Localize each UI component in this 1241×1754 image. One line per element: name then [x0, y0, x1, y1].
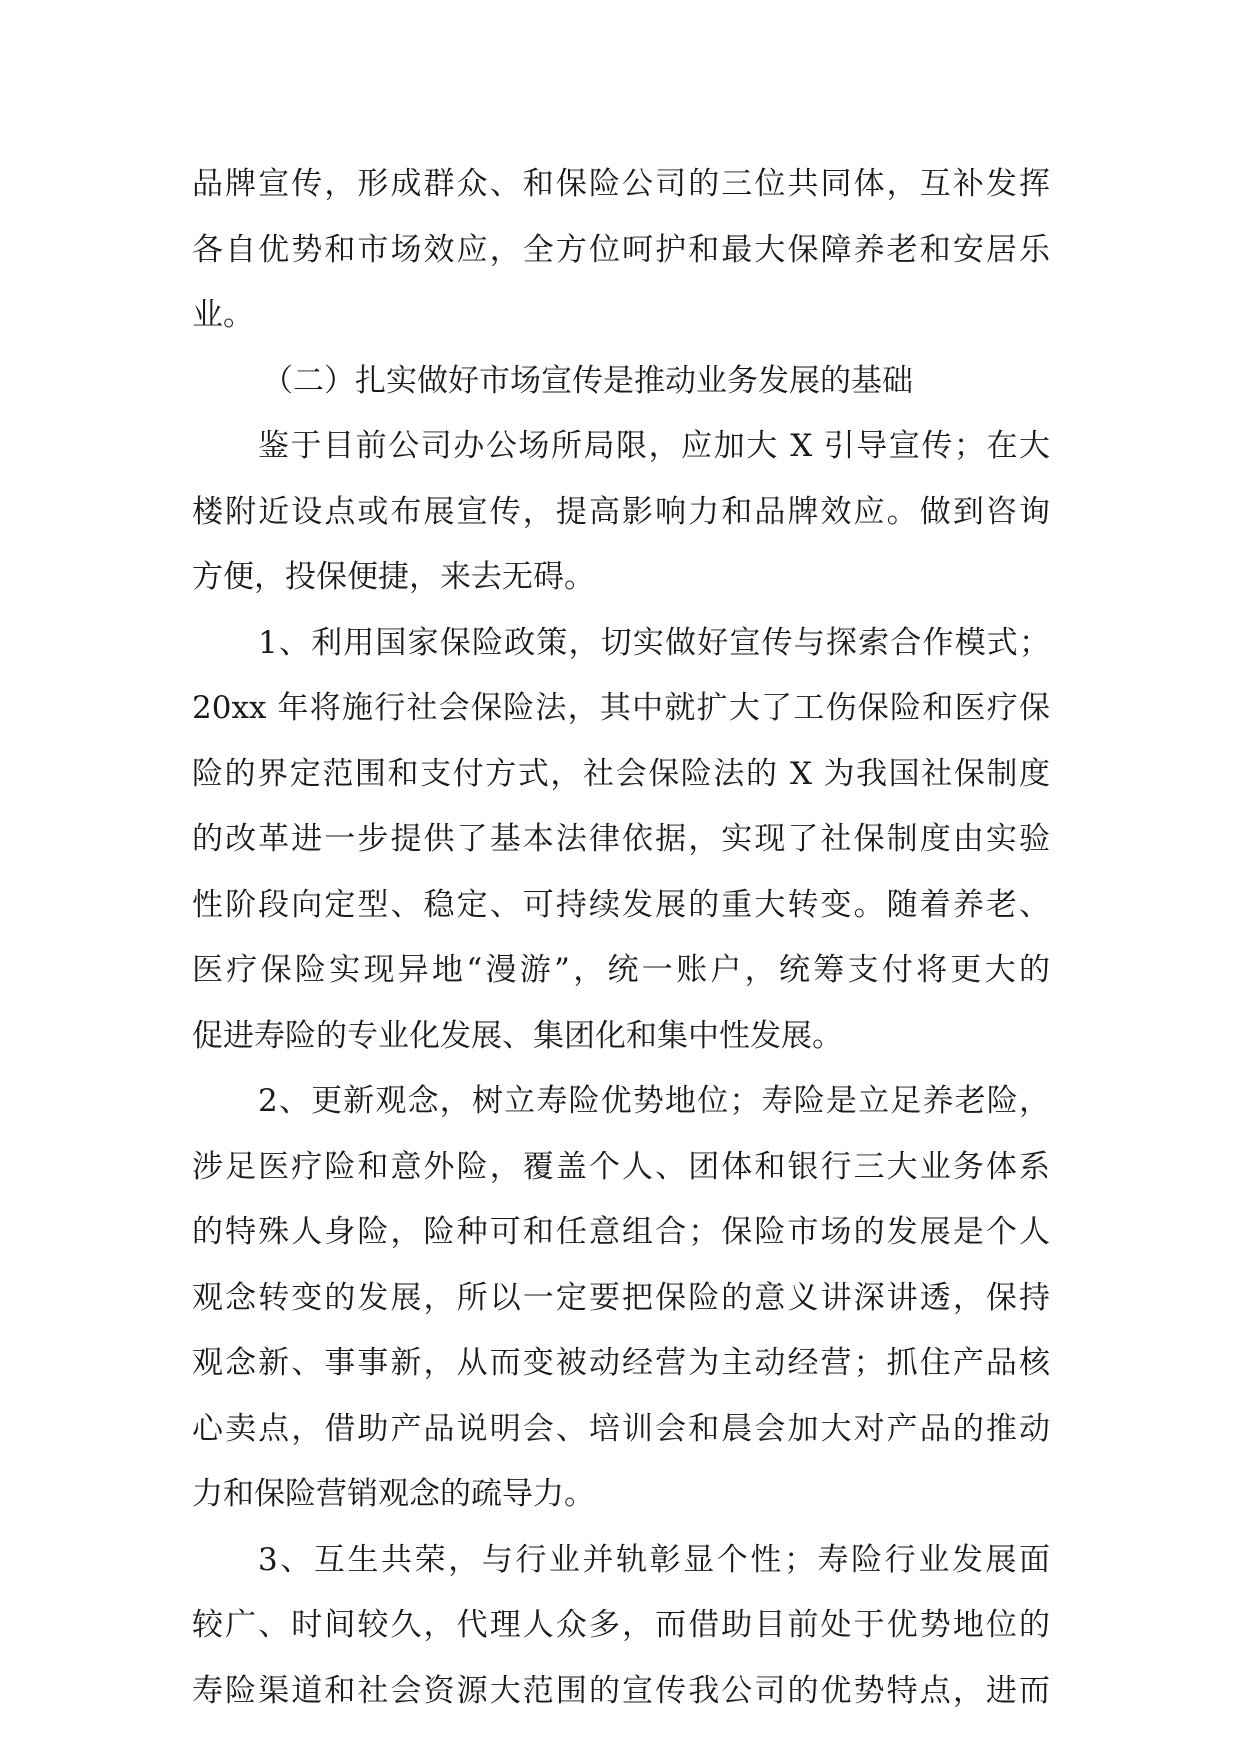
text-line: 医疗保险实现异地“漫游”，统一账户，统筹支付将更大的	[192, 952, 1050, 988]
text-line: 1、利用国家保险政策，切实做好宣传与探索合作模式；	[258, 624, 1050, 661]
text-line: 力和保险营销观念的疏导力。	[192, 1476, 595, 1512]
text-line: 楼附近设点或布展宣传，提高影响力和品牌效应。做到咨询	[192, 493, 1050, 530]
text-line: 20xx 年将施行社会保险法，其中就扩大了工伤保险和医疗保	[192, 690, 1050, 726]
text-line: 业。	[192, 297, 254, 333]
text-line: 性阶段向定型、稳定、可持续发展的重大转变。随着养老、	[192, 886, 1050, 923]
text-line: 涉足医疗险和意外险，覆盖个人、团体和银行三大业务体系	[192, 1148, 1050, 1185]
text-line: 3、互生共荣，与行业并轨彰显个性；寿险行业发展面	[258, 1541, 1050, 1578]
text-line: 心卖点，借助产品说明会、培训会和晨会加大对产品的推动	[192, 1410, 1050, 1447]
text-line: 方便，投保便捷，来去无碍。	[192, 559, 595, 595]
document-page	[192, 152, 1050, 1724]
section-heading: （二）扎实做好市场宣传是推动业务发展的基础	[262, 362, 913, 399]
text-line: 险的界定范围和支付方式，社会保险法的 X 为我国社保制度	[192, 755, 1050, 792]
text-line: 各自优势和市场效应，全方位呵护和最大保障养老和安居乐	[192, 231, 1050, 268]
text-line: 的特殊人身险，险种可和任意组合；保险市场的发展是个人	[192, 1214, 1050, 1250]
text-line: 较广、时间较久，代理人众多，而借助目前处于优势地位的	[192, 1607, 1050, 1643]
text-line: 促进寿险的专业化发展、集团化和集中性发展。	[192, 1017, 843, 1054]
text-line: 的改革进一步提供了基本法律依据，实现了社保制度由实验	[192, 821, 1050, 857]
text-line: 观念新、事事新，从而变被动经营为主动经营；抓住产品核	[192, 1345, 1050, 1381]
text-line: 品牌宣传，形成群众、和保险公司的三位共同体，互补发挥	[192, 166, 1050, 202]
text-line: 2、更新观念，树立寿险优势地位；寿险是立足养老险，	[258, 1083, 1050, 1119]
text-line: 鉴于目前公司办公场所局限，应加大 X 引导宣传；在大	[258, 428, 1050, 464]
text-line: 观念转变的发展，所以一定要把保险的意义讲深讲透，保持	[192, 1279, 1050, 1316]
text-line: 寿险渠道和社会资源大范围的宣传我公司的优势特点，进而	[192, 1672, 1050, 1709]
